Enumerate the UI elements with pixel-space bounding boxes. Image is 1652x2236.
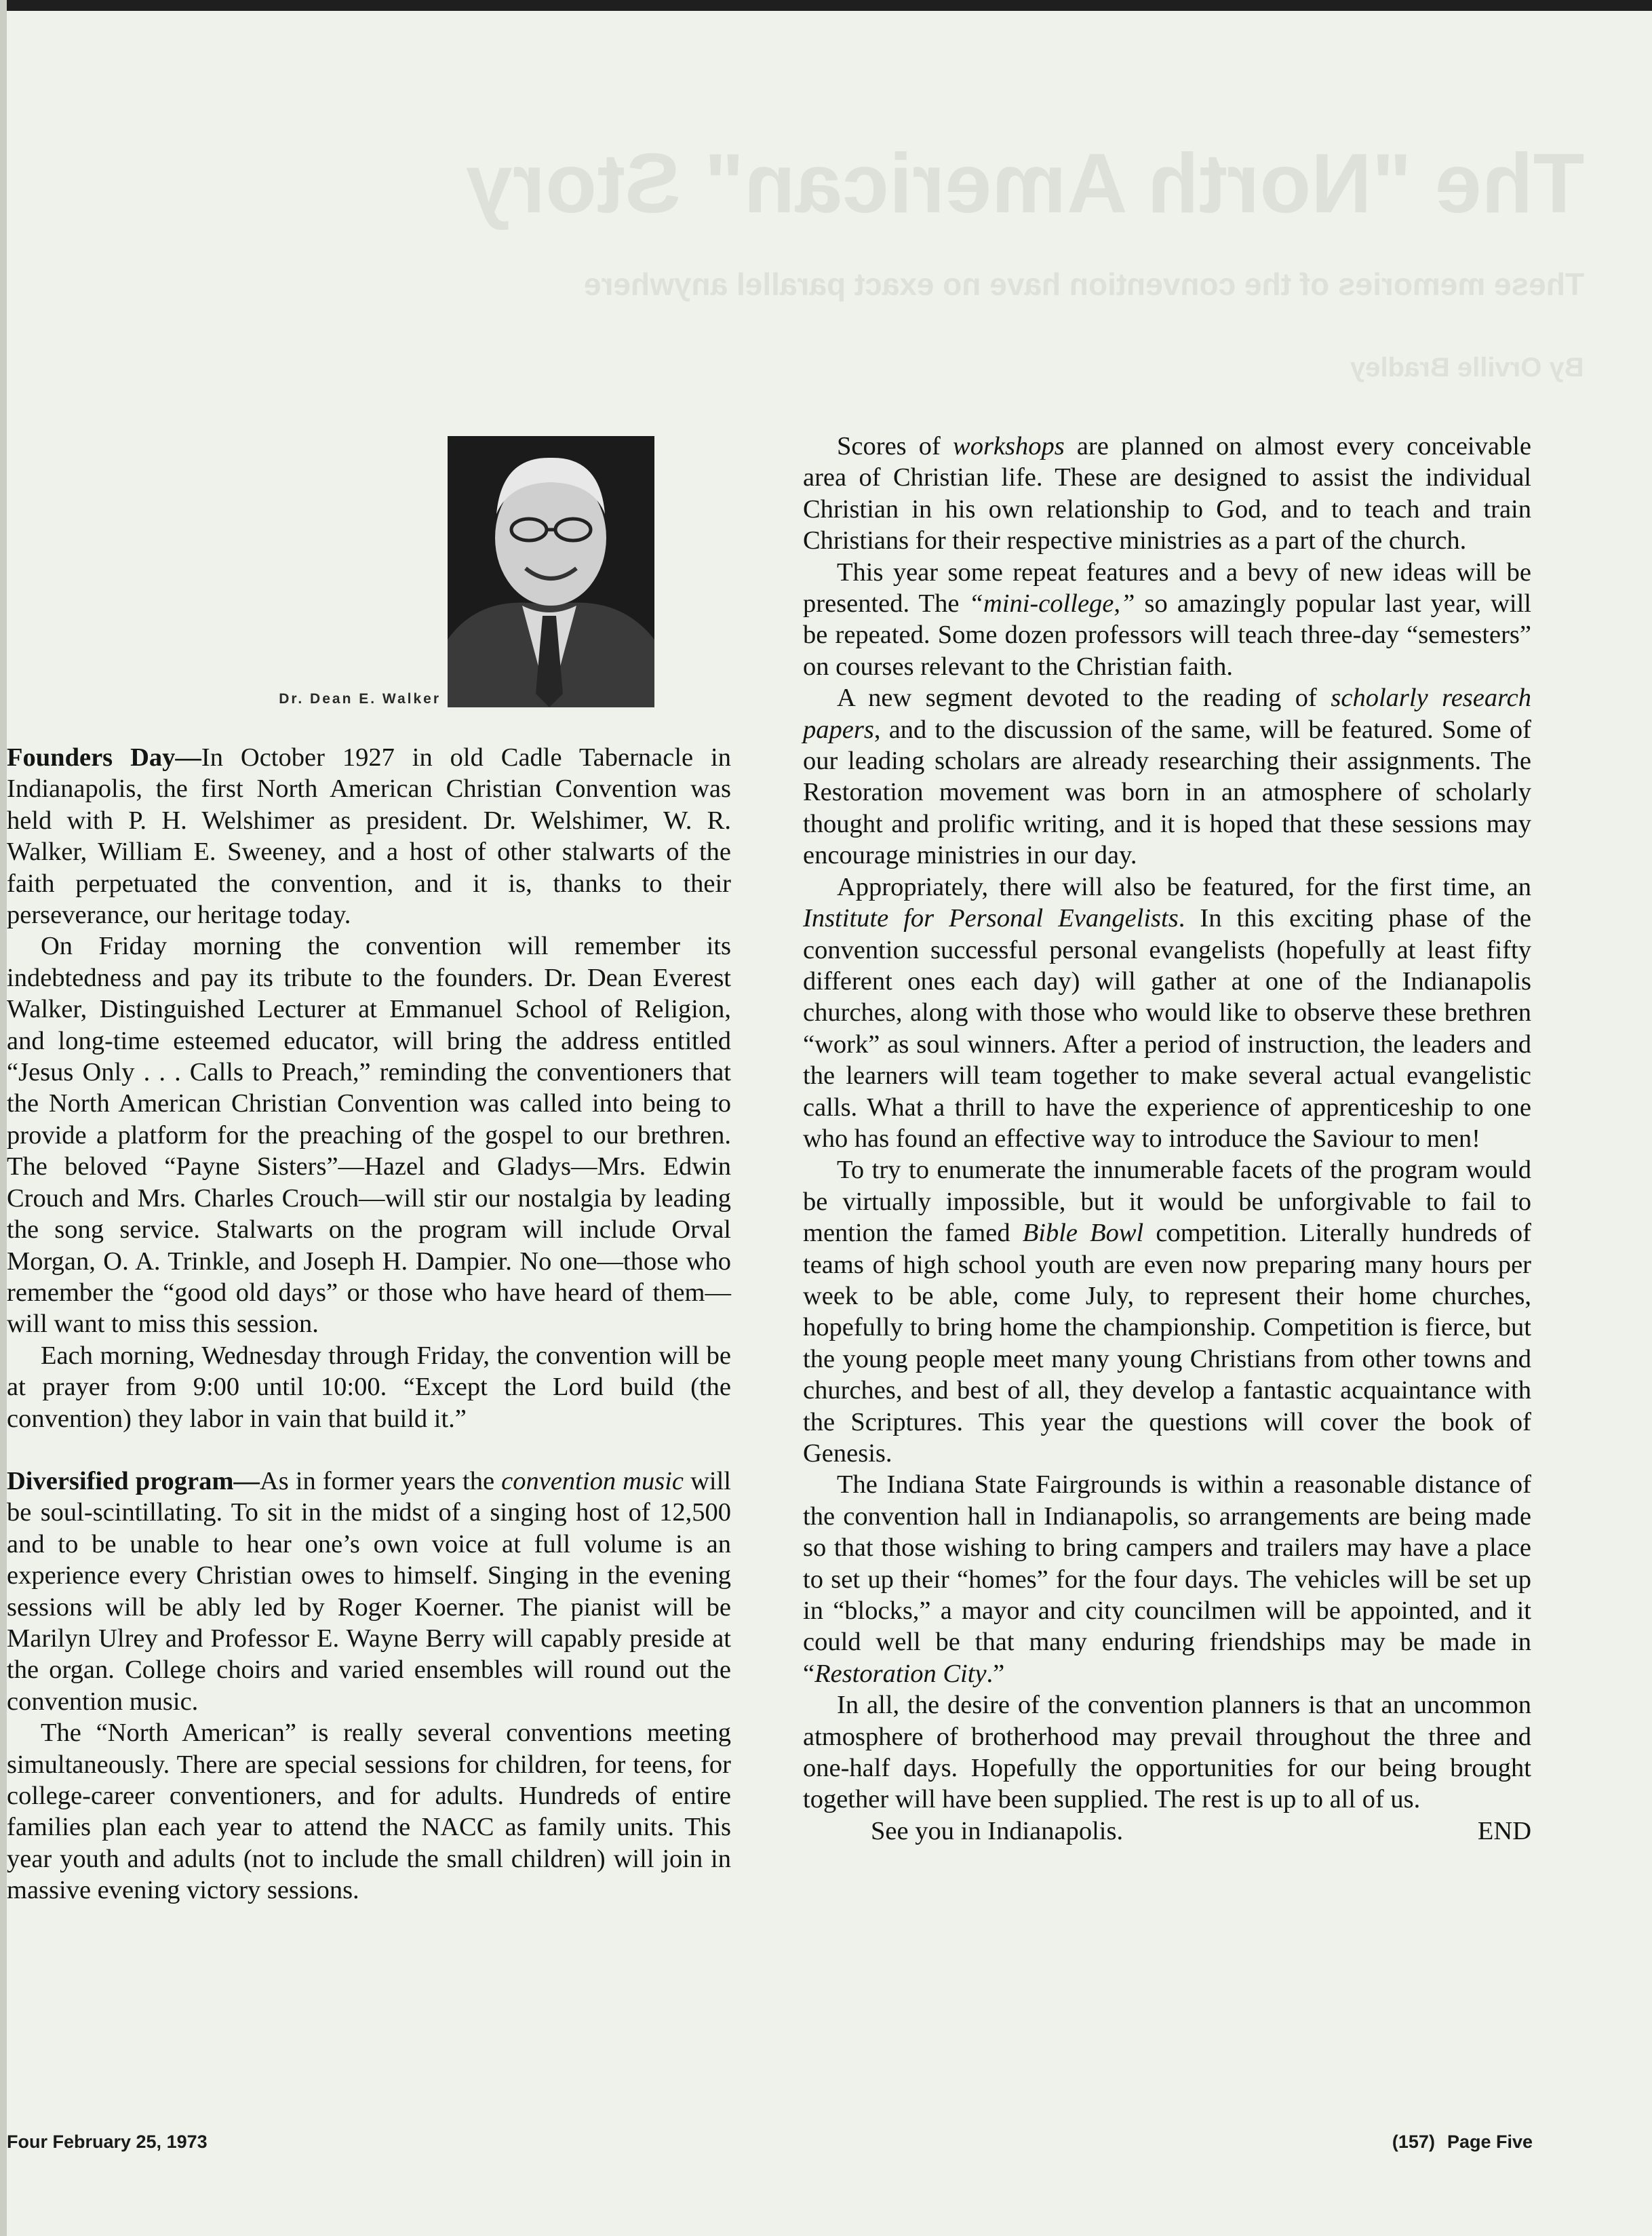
page-code: (157) (1392, 2132, 1435, 2152)
paragraph: To try to enumerate the innumerable facets of the program would be virtually impossible, but it would be unforgivable to fail to mention the famed Bible Bowl competition. Literally hundreds of teams of high school youth are even now preparing many hours per week to be able, come July, to represent their home churches, hopefully to bring home the championship. Competition is fierce, but the young people meet many young Christians from other towns and churches, and best of all, they develop a fantastic acquaintance with the Scriptures. This year the questions will cover the book of Genesis. (803, 1156, 1532, 1468)
founders-day-paragraph: Founders Day—In October 1927 in old Cadle Tabernacle in Indianapolis, the first North American Christian Convention was held with P. H. Welshimer as president. Dr. Welshimer, W. R. Walker, William E. Sweeney, and a host of other stalwarts of the faith perpetuated the convention, and it is, thanks to their perseverance, our heritage today. (7, 743, 731, 930)
portrait-illustration (448, 436, 654, 707)
page-label: Page Five (1447, 2132, 1533, 2152)
paragraph: In all, the desire of the convention planners is that an uncommon atmosphere of brotherhood may prevail throughout the three and one-half days. Hopefully the opportunities for our being brought together will have been supplied. The rest is up to all of us. (803, 1691, 1531, 1814)
photo-caption: Dr. Dean E. Walker (279, 691, 441, 707)
footer-date: Four February 25, 1973 (7, 2132, 208, 2152)
end-mark: END (1477, 1816, 1531, 1845)
scan-top-edge (0, 0, 1652, 11)
footer-page-number (1392, 2132, 1533, 2153)
page-title: The "North American" Story (465, 137, 1584, 231)
page-subtitle: These memories of the convention have no exact parallel anywhere (583, 267, 1584, 302)
paragraph: Appropriately, there will also be featured, for the first time, an Institute for Personal Evangelists. In this exciting phase of the convention successful personal evangelists (hopefully at least fifty different ones each day) will gather at one of the Indianapolis churches, along with those who would like to observe these brethren “work” as soul winners. After a period of instruction, the leaders and the learners will team together to make several actual evangelistic calls. What a thrill to have the experience of apprenticeship to one who has found an effective way to introduce the Saviour to men! (803, 872, 1531, 1153)
paragraph: The “North American” is really several conventions meeting simultaneously. There are special sessions for children, for teens, for college-career conventioners, and for adults. Hundreds of entire families plan each year to attend the NACC as family units. This year youth and adults (not to include the small children) will join in massive evening victory sessions. (7, 1719, 731, 1905)
page-gutter-edge (0, 0, 7, 2236)
byline: By Orville Bradley (1350, 353, 1584, 383)
diversified-program-paragraph: Diversified program—As in former years the convention music will be soul-scintillating. To sit in the midst of a singing host of 12,500 and to be unable to hear one’s own voice at full volume is an experience every Christian owes to himself. Singing in the evening sessions will be ably led by Roger Koerner. The pianist will be Marilyn Ulrey and Professor E. Wayne Berry will capably preside at the organ. College choirs and varied ensembles will round out the convention music. (7, 1466, 731, 1716)
portrait-photo (448, 436, 654, 707)
left-column (7, 742, 731, 1906)
run-in-heading: Diversified program— (7, 1466, 260, 1495)
paragraph: The Indiana State Fairgrounds is within a reasonable distance of the convention hall in Indianapolis, so arrangements are being made so that those wishing to bring campers and trailers may have a place to set up their “homes” for the four days. The vehicles will be set up in “blocks,” a mayor and city councilmen will be appointed, and it could well be that many enduring friendships may be made in “Restoration City.” (803, 1470, 1531, 1688)
closing-text: See you in Indianapolis. (871, 1816, 1124, 1845)
paragraph: Scores of workshops are planned on almost every conceivable area of Christian life. These are designed to assist the individual Christian in his own relationship to God, and to teach and train Christians for their respective ministries as a part of the church. (803, 432, 1531, 555)
paragraph: A new segment devoted to the reading of scholarly research papers, and to the discussion of the same, will be featured. Some of our leading scholars are already researching their assignments. The Restoration movement was born in an atmosphere of scholarly thought and prolific writing, and it is hoped that these sessions may encourage ministries in our day. (803, 684, 1531, 870)
paragraph: This year some repeat features and a bevy of new ideas will be presented. The “mini-college,” so amazingly popular last year, will be repeated. Some dozen professors will teach three-day “semesters” on courses relevant to the Christian faith. (803, 557, 1531, 681)
right-column (803, 431, 1531, 1847)
closing-line (803, 1816, 1531, 1847)
paragraph: On Friday morning the convention will remember its indebtedness and pay its tribute to the founders. Dr. Dean Everest Walker, Distinguished Lecturer at Emmanuel School of Religion, and long-time esteemed educator, will bring the address entitled “Jesus Only . . . Calls to Preach,” reminding the conventioners that the North American Christian Convention was called into being to provide a platform for the preaching of the gospel to our brethren. The beloved “Payne Sisters”—Hazel and Gladys—Mrs. Edwin Crouch and Mrs. Charles Crouch—will stir our nostalgia by leading the song service. Stalwarts on the program will include Orval Morgan, O. A. Trinkle, and Joseph H. Dampier. No one—those who remember the “good old days” or those who have heard of them—will want to miss this session. (7, 932, 731, 1339)
paragraph: Each morning, Wednesday through Friday, the convention will be at prayer from 9:00 until 10:00. “Except the Lord build (the convention) they labor in vain that build it.” (7, 1341, 731, 1433)
run-in-heading: Founders Day— (7, 743, 201, 772)
